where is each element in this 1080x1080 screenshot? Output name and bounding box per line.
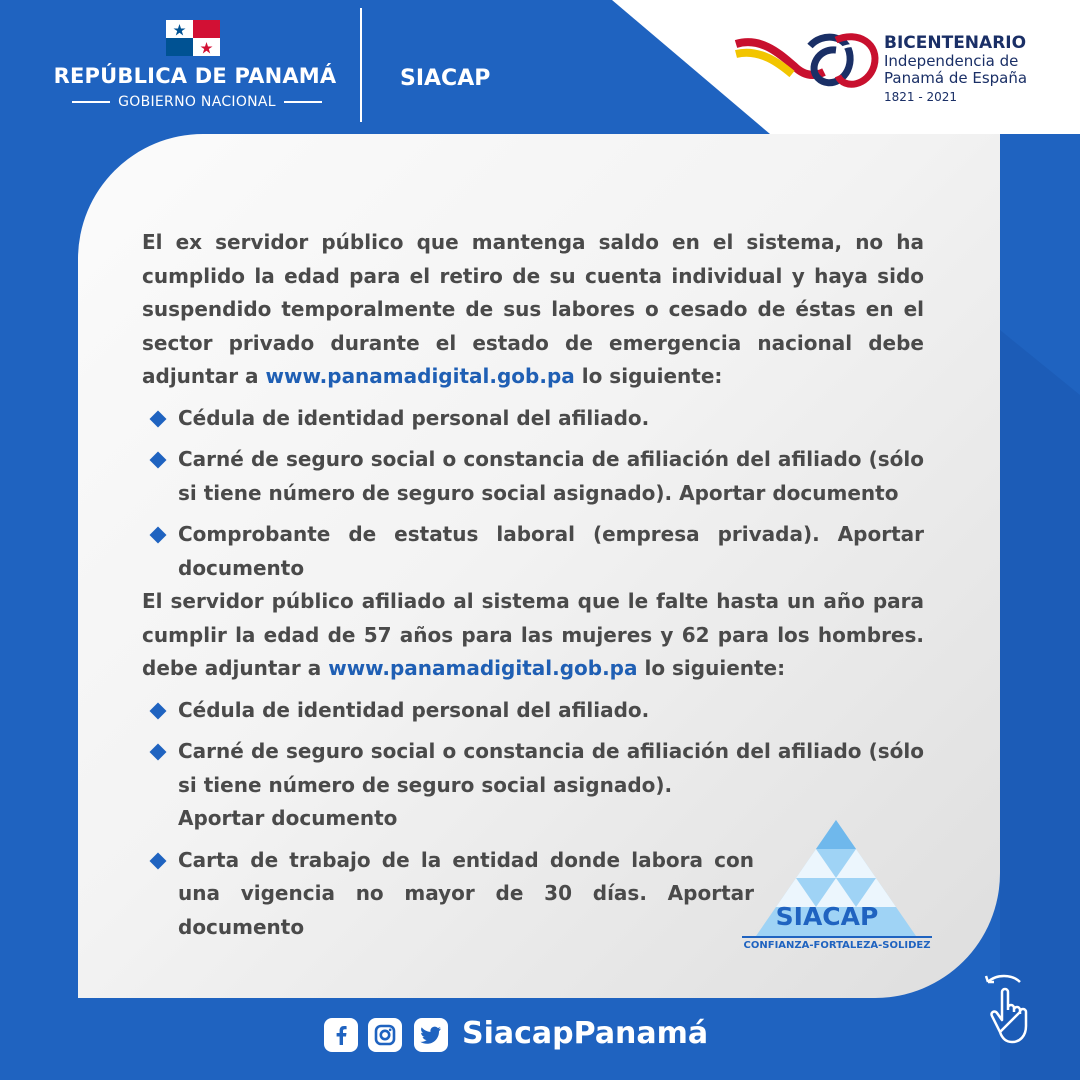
siacap-logo-word: SIACAP: [775, 902, 879, 931]
section-2-intro-suffix: lo siguiente:: [637, 656, 786, 680]
header-separator: [360, 8, 362, 122]
diamond-bullet-icon: [150, 852, 167, 869]
list-item: [142, 694, 924, 728]
bicentenario-ribbon-logo-icon: [732, 26, 882, 98]
instagram-icon[interactable]: [368, 1018, 402, 1052]
list-item-text: Cédula de identidad personal del afiliado.: [178, 405, 650, 430]
bicentenario-title: BICENTENARIO: [884, 33, 1027, 53]
bicentenario-line-2: Panamá de España: [884, 69, 1028, 87]
list-item-text: Comprobante de estatus laboral (empresa privada). Aportar documento: [178, 522, 924, 580]
panamadigital-link[interactable]: www.panamadigital.gob.pa: [265, 364, 575, 388]
list-item: [142, 443, 924, 510]
list-item-text: Carné de seguro social o constancia de afiliación del afiliado (sólo si tiene número de seguro social asignado).: [178, 739, 924, 797]
brand-title: SIACAP: [400, 66, 491, 91]
panama-flag-icon: [166, 20, 220, 56]
facebook-icon[interactable]: [324, 1018, 358, 1052]
bicentenario-line-1: Independencia de: [884, 52, 1019, 70]
diamond-bullet-icon: [150, 702, 167, 719]
section-1-intro-suffix: lo siguiente:: [574, 364, 723, 388]
diamond-bullet-icon: [150, 744, 167, 761]
section-1-intro-text: El ex servidor público que mantenga saldo en el sistema, no ha cumplido la edad para el retiro de su cuenta individual y haya sido suspendido temporalmente de sus labores o cesado de éstas en el sector privado durante el estado de emergencia nacional debe adjuntar a: [142, 230, 924, 388]
bicentenario-years: 1821 - 2021: [884, 90, 958, 104]
divider-left: [72, 101, 110, 103]
list-item-text: Cédula de identidad personal del afiliado.: [178, 697, 650, 722]
divider-right: [284, 101, 322, 103]
section-1-intro: [142, 226, 924, 394]
government-label: GOBIERNO NACIONAL: [118, 94, 276, 110]
diamond-bullet-icon: [150, 410, 167, 427]
social-handle[interactable]: SiacapPanamá: [462, 1016, 709, 1051]
list-item: [142, 518, 924, 585]
siacap-logo-tagline: CONFIANZA-FORTALEZA-SOLIDEZ: [742, 936, 932, 951]
list-item: [142, 844, 754, 945]
diamond-bullet-icon: [150, 452, 167, 469]
section-2-intro: [142, 585, 924, 686]
list-item-text: Aportar documento: [178, 806, 398, 830]
twitter-icon[interactable]: [414, 1018, 448, 1052]
tap-hand-icon: [982, 970, 1038, 1050]
panamadigital-link[interactable]: www.panamadigital.gob.pa: [328, 656, 638, 680]
list-item-text: Carné de seguro social o constancia de afiliación del afiliado (sólo si tiene número de seguro social asignado). Aportar documento: [178, 447, 924, 505]
diamond-bullet-icon: [150, 527, 167, 544]
country-name: REPÚBLICA DE PANAMÁ: [53, 64, 337, 88]
section-2-intro-text: El servidor público afiliado al sistema que le falte hasta un año para cumplir la edad de 57 años para las mujeres y 62 para los hombres. debe adjuntar a: [142, 589, 924, 680]
government-subtitle: [72, 94, 322, 110]
list-item: [142, 402, 924, 436]
list-item-text: Carta de trabajo de la entidad donde labora con una vigencia no mayor de 30 días. Aportar documento: [178, 847, 754, 939]
